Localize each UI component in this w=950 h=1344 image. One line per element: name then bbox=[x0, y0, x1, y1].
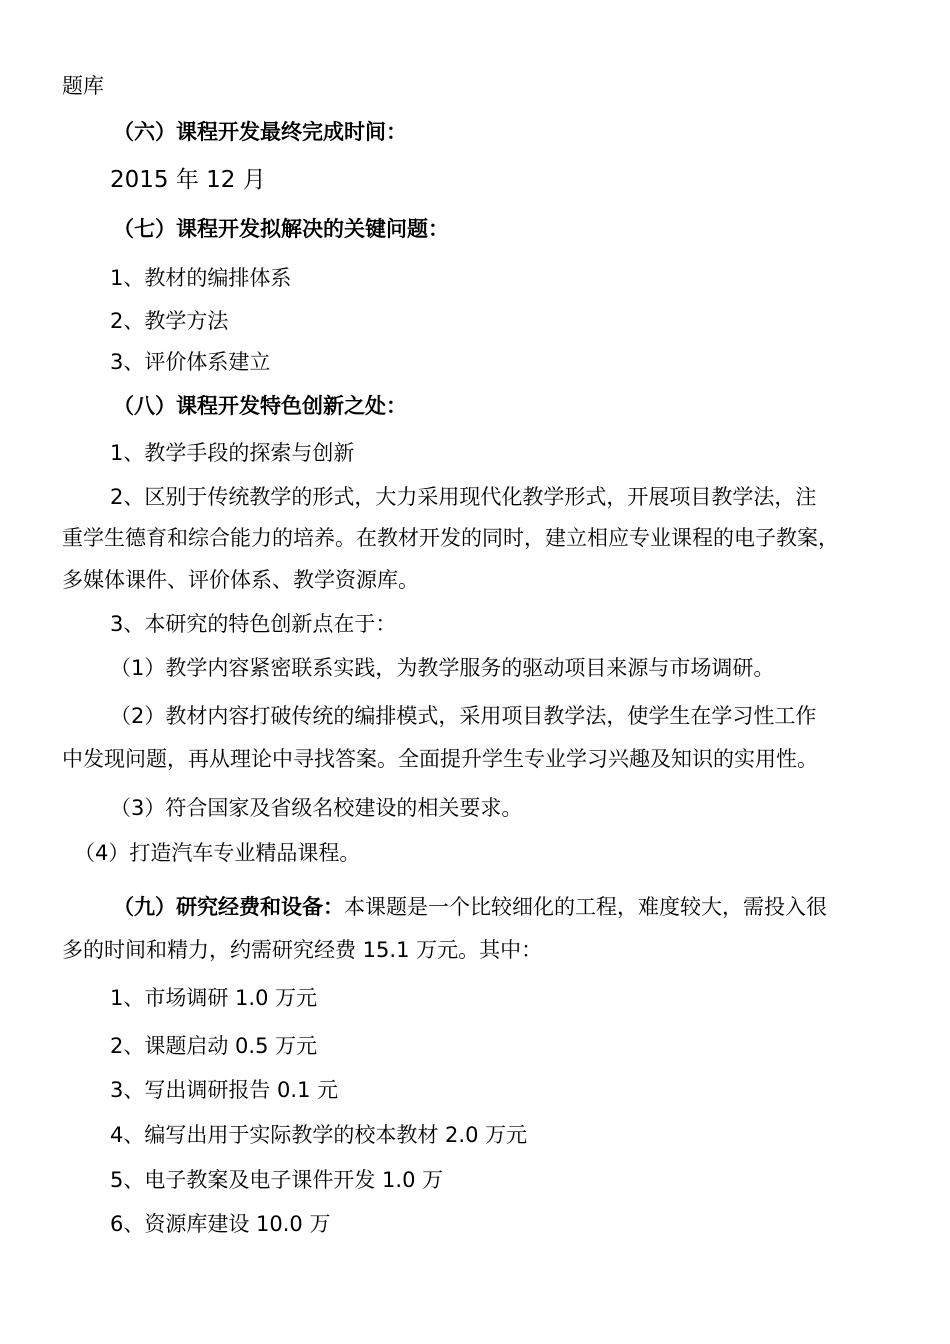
list-item: 3、评价体系建立 bbox=[110, 350, 271, 374]
list-item: 1、教学手段的探索与创新 bbox=[110, 441, 355, 465]
text-line: 中发现问题，再从理论中寻找答案。全面提升学生专业学习兴趣及知识的实用性。 bbox=[62, 747, 818, 771]
section-heading-6: （六）课程开发最终完成时间： bbox=[113, 120, 407, 144]
list-item: （2）教材内容打破传统的编排模式，采用项目教学法，使学生在学习性工作 bbox=[110, 704, 817, 728]
list-item: 1、教材的编排体系 bbox=[110, 266, 292, 290]
list-item: （4）打造汽车专业精品课程。 bbox=[74, 841, 361, 865]
list-item: （3）符合国家及省级名校建设的相关要求。 bbox=[110, 796, 523, 820]
section-9-line bbox=[113, 893, 827, 921]
list-item: 3、本研究的特色创新点在于： bbox=[110, 612, 397, 636]
list-item: 2、课题启动 0.5 万元 bbox=[110, 1034, 318, 1058]
text-line: 2015 年 12 月 bbox=[110, 167, 266, 193]
list-item: 2、教学方法 bbox=[110, 309, 229, 333]
list-item: （1）教学内容紧密联系实践，为教学服务的驱动项目来源与市场调研。 bbox=[110, 656, 775, 680]
section-9-text: 本课题是一个比较细化的工程，难度较大，需投入很 bbox=[344, 895, 827, 919]
text-line: 多媒体课件、评价体系、教学资源库。 bbox=[62, 568, 419, 592]
list-item: 6、资源库建设 10.0 万 bbox=[110, 1212, 331, 1236]
section-heading-9: （九）研究经费和设备： bbox=[113, 895, 344, 919]
text-line: 题库 bbox=[62, 74, 104, 98]
list-item: 5、电子教案及电子课件开发 1.0 万 bbox=[110, 1168, 444, 1192]
list-item: 2、区别于传统教学的形式，大力采用现代化教学形式，开展项目教学法，注 bbox=[110, 485, 817, 509]
list-item: 4、编写出用于实际教学的校本教材 2.0 万元 bbox=[110, 1123, 528, 1147]
list-item: 3、写出调研报告 0.1 元 bbox=[110, 1078, 339, 1102]
text-line: 多的时间和精力，约需研究经费 15.1 万元。其中： bbox=[62, 938, 543, 962]
list-item: 1、市场调研 1.0 万元 bbox=[110, 986, 318, 1010]
section-heading-8: （八）课程开发特色创新之处： bbox=[113, 394, 407, 418]
section-heading-7: （七）课程开发拟解决的关键问题： bbox=[113, 217, 449, 241]
text-line: 重学生德育和综合能力的培养。在教材开发的同时，建立相应专业课程的电子教案， bbox=[62, 526, 839, 550]
